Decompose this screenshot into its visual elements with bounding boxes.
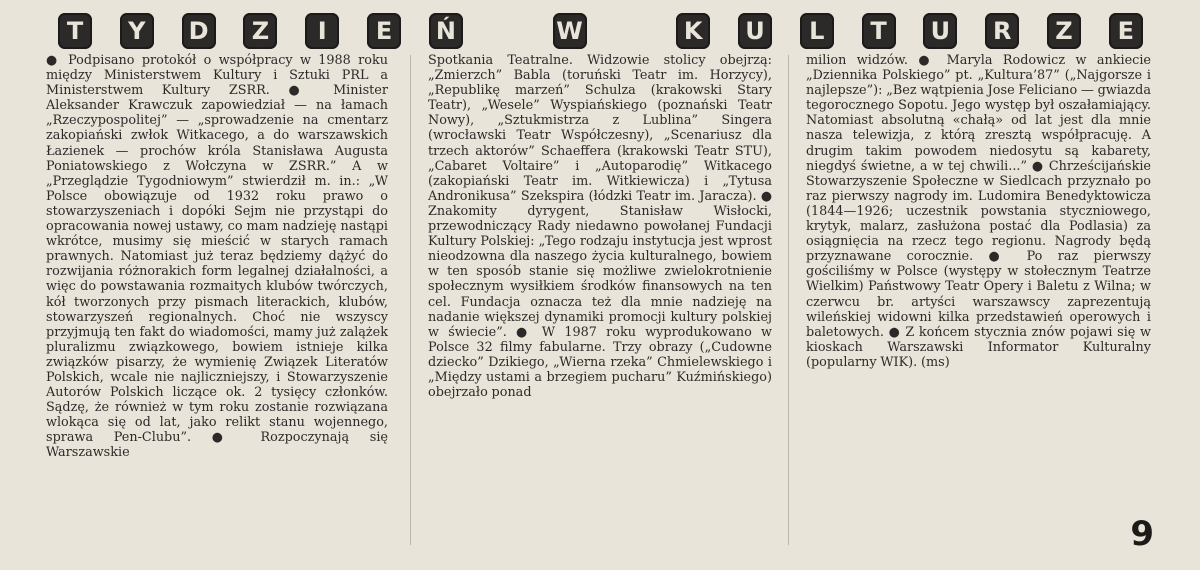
heading-letter-tile: [800, 13, 834, 49]
column-divider: [410, 55, 411, 545]
heading-letter: W: [556, 17, 583, 45]
heading-letter-tile: [553, 13, 587, 49]
heading-letter: K: [683, 17, 703, 45]
heading-letter-tile: [676, 13, 710, 49]
heading-letter-tile: [738, 13, 772, 49]
heading-space: [614, 13, 648, 49]
heading-letter: D: [188, 17, 209, 45]
section-heading: [58, 10, 1143, 52]
heading-letter: E: [375, 17, 393, 45]
heading-letter: U: [930, 17, 951, 45]
article-column-2: Spotkania Teatralne. Widzowie stolicy obejrzą: „Zmierzch” Babla (toruński Teatr im. Horzycy), „Republikę marzeń” Schulza (krakowski Stary Teatr), „Wesele” Wyspiańskiego (poznański Teatr Nowy), „Sztukmistrza z Lublina” Singera (wrocławski Teatr Współczesny), „Scenariusz dla trzech aktorów” Schaeffera (krakowski Teatr STU), „Cabaret Voltaire” i „Autoparodię” Witkacego (zakopiański Teatr im. Witkiewicza) i „Tytusa Andronikusa” Szekspira (łódzki Teatr im. Jaracza). ● Znakomity dyrygent, Stanisław Wisłocki, przewodniczący Rady niedawno powołanej Fundacji Kultury Polskiej: „Tego rodzaju instytucja jest wprost nieodzowna dla naszego życia kulturalnego, bowiem w ten sposób stanie się możliwe zwielokrotnienie społecznym wysiłkiem środków finansowych na ten cel. Fundacja oznacza też dla mnie nadzieję na nadanie większej dynamiki promocji kultury polskiej w świecie”. ● W 1987 roku wyprodukowano w Polsce 32 filmy fabularne. Trzy obrazy („Cudowne dziecko” Dzikiego, „Wierna rzeka” Chmielewskiego i „Między ustami a brzegiem pucharu” Kuźmińskiego) obejrzało ponad: [428, 53, 772, 401]
heading-letter: Y: [128, 17, 146, 45]
heading-letter: T: [870, 17, 887, 45]
heading-letter: Ń: [435, 17, 456, 45]
heading-letter: R: [992, 17, 1012, 45]
heading-letter: Z: [251, 17, 270, 45]
page-number: 9: [1130, 514, 1154, 554]
column-divider: [788, 55, 789, 545]
heading-letter-tile: [305, 13, 339, 49]
heading-letter-tile: [367, 13, 401, 49]
heading-letter-tile: [862, 13, 896, 49]
heading-letter-tile: [1047, 13, 1081, 49]
heading-letter: E: [1117, 17, 1135, 45]
heading-letter: L: [809, 17, 825, 45]
heading-letter-tile: [243, 13, 277, 49]
heading-letter-tile: [182, 13, 216, 49]
article-column-1: ● Podpisano protokół o współpracy w 1988 roku między Ministerstwem Kultury i Sztuki PRL a Ministerstwem Kultury ZSRR. ● Minister Aleksander Krawczuk zapowiedział — na łamach „Rzeczypospolitej” — „sprowadzenie na cmentarz zakopiański zwłok Witkacego, a do warszawskich Łazienek — prochów króla Stanisława Augusta Poniatowskiego z Wołczyna w ZSRR.” A w „Przeglądzie Tygodniowym” stwierdził m. in.: „W Polsce obowiązuje od 1932 roku prawo o stowarzyszeniach i dopóki Sejm nie przystąpi do opracowania nowej ustawy, co mam nadzieję nastąpi wkrótce, musimy się mieścić w starych ramach prawnych. Natomiast już teraz będziemy dążyć do rozwijania różnorakich form legalnej działalności, a więc do powstawania rozmaitych klubów twórczych, kół tworzonych przy pismach literackich, klubów, stowarzyszeń regionalnych. Choć nie wszyscy przyjmują ten fakt do wiadomości, mamy już zalążek pluralizmu związkowego, bowiem istnieje kilka związków pisarzy, że wymienię Związek Literatów Polskich, wcale nie najliczniejszy, i Stowarzyszenie Autorów Polskich liczące ok. 2 tysięcy członków. Sądzę, że również w tym roku zostanie rozwiązana wlokąca się od lat, jako relikt stanu wojennego, sprawa Pen-Clubu”. ● Rozpoczynają się Warszawskie: [46, 53, 388, 461]
article-column-3: milion widzów. ● Maryla Rodowicz w ankiecie „Dziennika Polskiego” pt. „Kultura’87” („Najgorsze i najlepsze”): „Bez wątpienia Jose Feliciano — gwiazda tegorocznego Sopotu. Jego występ był oszałamiający. Natomiast absolutną «chałą» od lat jest dla mnie nasza telewizja, z którą zresztą współpracuję. A drugim takim powodem niedosytu są kabarety, niegdyś świetne, a w tej chwili...” ● Chrześcijańskie Stowarzyszenie Społeczne w Siedlcach przyznało po raz pierwszy nagrody im. Ludomira Benedyktowicza (1844—1926; uczestnik powstania styczniowego, krytyk, malarz, zasłużona postać dla Podlasia) za osiągnięcia na rzecz tego regionu. Nagrody będą przyznawane corocznie. ● Po raz pierwszy gościliśmy w Polsce (występy w stołecznym Teatrze Wielkim) Państwowy Teatr Opery i Baletu z Wilna; w czerwcu br. artyści warszawscy zaprezentują wileńskiej widowni kilka przedstawień operowych i baletowych. ● Z końcem stycznia znów pojawi się w kioskach Warszawski Informator Kulturalny (popularny WIK). (ms): [806, 53, 1151, 370]
heading-letter-tile: [120, 13, 154, 49]
heading-space: [491, 13, 525, 49]
heading-letter: T: [66, 17, 84, 45]
heading-letter: U: [745, 17, 765, 45]
heading-letter: Z: [1055, 17, 1073, 45]
heading-letter-tile: [1109, 13, 1143, 49]
heading-letter: I: [317, 17, 327, 45]
heading-letter-tile: [58, 13, 92, 49]
heading-letter-tile: [985, 13, 1019, 49]
heading-letter-tile: [429, 13, 463, 49]
heading-letter-tile: [923, 13, 957, 49]
